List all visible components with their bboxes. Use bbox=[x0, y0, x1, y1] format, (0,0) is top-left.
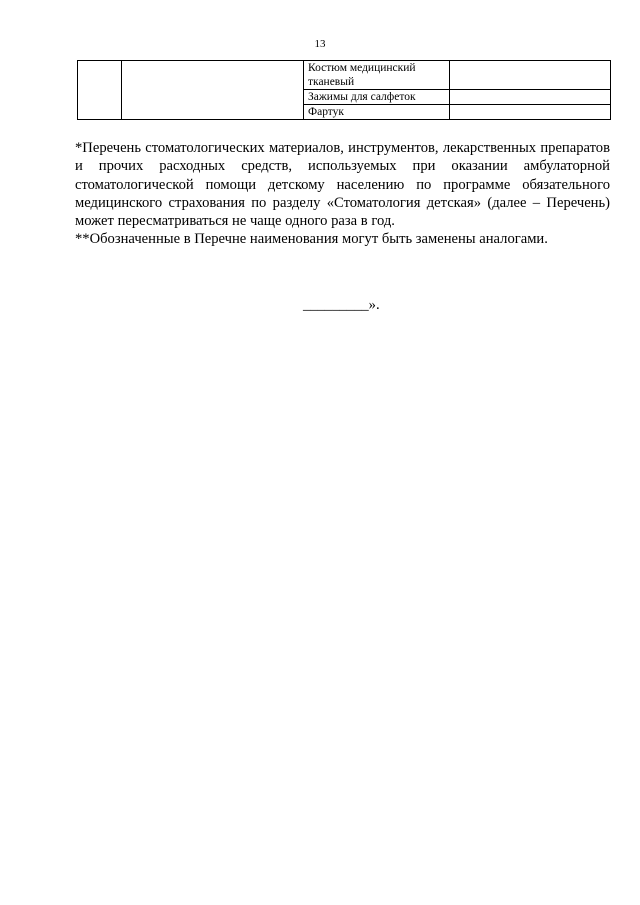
table-cell-item-name: Фартук bbox=[304, 105, 450, 120]
table-cell-section bbox=[122, 61, 304, 120]
table-cell-number bbox=[78, 61, 122, 120]
table-cell-item-quantity bbox=[450, 90, 611, 105]
footnotes bbox=[75, 139, 610, 249]
footnote-revision: *Перечень стоматологических материалов, инструментов, лекарственных препаратов и прочих расходных средств, используемых при оказании амбулаторной стоматологической помощи детскому населению по программе обязательного медицинского страхования по разделу «Стоматология детская» (далее – Перечень) может пересматриваться не чаще одного раза в год. bbox=[75, 140, 610, 230]
footnote-substitution: **Обозначенные в Перечне наименования могут быть заменены аналогами. bbox=[75, 231, 548, 248]
table-cell-item-quantity bbox=[450, 105, 611, 120]
table-row bbox=[78, 61, 611, 90]
page-number: 13 bbox=[314, 38, 326, 50]
table-cell-item-name: Зажимы для салфеток bbox=[304, 90, 450, 105]
table-cell-item-quantity bbox=[450, 61, 611, 90]
table-cell-item-name: Костюм медицинский тканевый bbox=[304, 61, 450, 90]
closing-signature-line: _________». bbox=[303, 297, 380, 313]
supplies-table bbox=[77, 60, 611, 120]
